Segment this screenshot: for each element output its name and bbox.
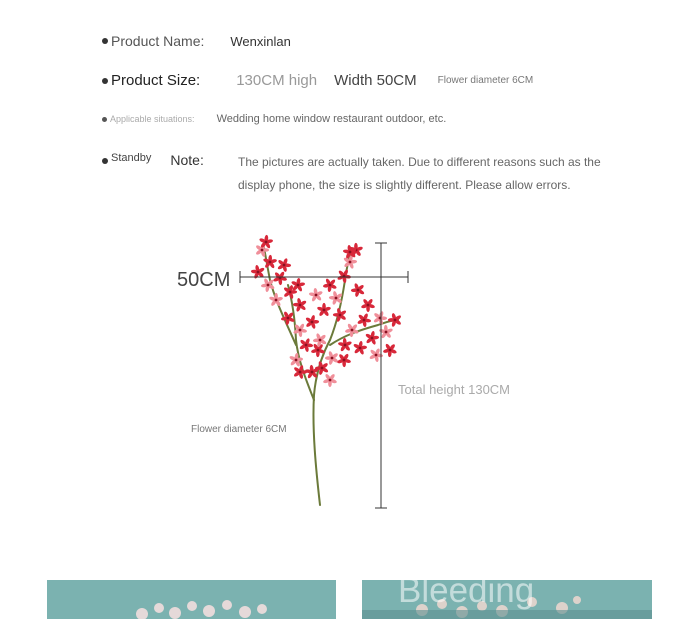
product-photo-left (47, 580, 336, 619)
standby-label: Standby (111, 152, 152, 164)
blossom (383, 343, 398, 357)
blossom (269, 293, 284, 307)
blossom (325, 351, 339, 366)
height-value: 130CM high (236, 72, 318, 89)
blossom (317, 303, 332, 317)
blossom (309, 288, 323, 302)
width-value: Width 50CM (334, 72, 417, 89)
flower-blossoms (251, 235, 402, 387)
flower-diameter-value: Flower diameter 6CM (437, 75, 534, 86)
product-size-label: Product Size: (111, 72, 201, 89)
blossom (388, 313, 402, 328)
blossom (351, 283, 365, 298)
blossom (333, 308, 347, 323)
blossom (337, 353, 352, 367)
blossom (361, 298, 376, 312)
blossom (305, 315, 319, 330)
blossom (365, 331, 379, 346)
blossom (357, 313, 371, 327)
blossom (259, 235, 274, 249)
blossom (277, 258, 291, 273)
blossom (353, 341, 367, 355)
blossom (323, 373, 338, 387)
note-text: The pictures are actually taken. Due to different reasons such as the display phone, the size is slightly different. Please allow errors. (238, 155, 601, 192)
product-name-label: Product Name: (111, 33, 205, 49)
watermark-text: Bleeding (398, 571, 535, 610)
blossom (299, 338, 313, 353)
applicable-value: Wedding home window restaurant outdoor, etc. (216, 113, 447, 125)
product-name-value: Wenxinlan (230, 33, 291, 49)
width-label: 50CM (177, 269, 231, 291)
blossom (337, 269, 351, 283)
blossom (323, 278, 338, 292)
blossom (291, 278, 305, 292)
note-label: Note: (170, 152, 204, 168)
diameter-label: Flower diameter 6CM (191, 424, 287, 435)
height-label: Total height 130CM (398, 382, 511, 397)
blossom (273, 271, 288, 285)
applicable-label: Applicable situations: (110, 114, 195, 124)
blossom (293, 298, 307, 313)
